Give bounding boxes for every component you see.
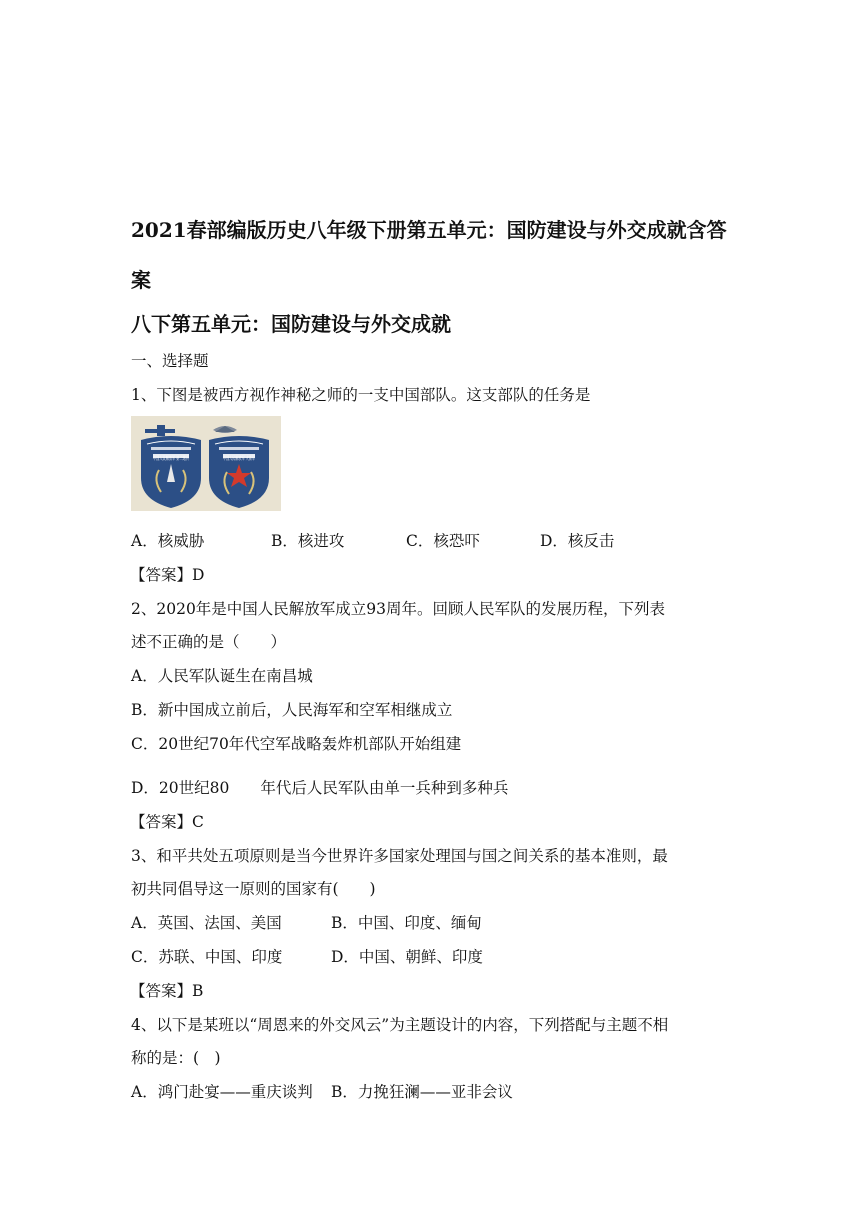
q1-option-c: C．核恐吓: [406, 532, 480, 550]
q2-option-b: B．新中国成立前后，人民海军和空军相继成立: [131, 701, 453, 719]
q4-option-a: A．鸿门赴宴——重庆谈判: [131, 1083, 313, 1101]
q4-options-row-1: [131, 1080, 513, 1102]
section-heading: 一、选择题: [131, 352, 209, 370]
q1-stem: 1、下图是被西方视作神秘之师的一支中国部队。这支部队的任务是: [131, 386, 591, 404]
q1-options: [131, 529, 614, 551]
q4-stem-line-1: 4、以下是某班以“周恩来的外交风云”为主题设计的内容，下列搭配与主题不相: [131, 1016, 669, 1034]
q2-option-d: D．20世纪80 年代后人民军队由单一兵种到多种兵: [131, 779, 509, 797]
q3-option-d: D．中国、朝鲜、印度: [331, 948, 483, 966]
q3-option-c: C．苏联、中国、印度: [131, 948, 283, 966]
q4-stem-line-2: 称的是：( ): [131, 1049, 221, 1067]
document-title-line-2: 案: [131, 268, 151, 292]
q2-stem-line-2: 述不正确的是（ ）: [131, 633, 287, 651]
q3-options-row-1: [131, 911, 482, 933]
q1-option-b: B．核进攻: [271, 532, 345, 550]
q3-stem-line-1: 3、和平共处五项原则是当今世界许多国家处理国与国之间关系的基本准则，最: [131, 847, 668, 865]
q2-option-c: C．20世纪70年代空军战略轰炸机部队开始组建: [131, 735, 462, 753]
q2-answer: 【答案】C: [130, 813, 204, 831]
q1-answer: 【答案】D: [130, 566, 205, 584]
badge-right-shield: [209, 436, 275, 508]
q4-option-b: B．力挽狂澜——亚非会议: [331, 1083, 513, 1101]
q2-option-a: A．人民军队诞生在南昌城: [131, 667, 313, 685]
q1-option-d: D．核反击: [540, 532, 615, 550]
q3-option-a: A．英国、法国、美国: [131, 914, 282, 932]
army-badge-image: [131, 416, 281, 511]
document-title-line-1: 2021春部编版历史八年级下册第五单元：国防建设与外交成就含答: [131, 218, 727, 242]
badge-left-label: 中国人民解放军 第二炮兵: [153, 456, 210, 462]
q3-answer: 【答案】B: [130, 982, 204, 1000]
q2-stem-line-1: 2、2020年是中国人民解放军成立93周年。回顾人民军队的发展历程，下列表: [131, 600, 666, 618]
q3-stem-line-2: 初共同倡导这一原则的国家有( ): [131, 880, 376, 898]
unit-subtitle: 八下第五单元：国防建设与外交成就: [131, 312, 451, 336]
q3-options-row-2: [131, 945, 483, 967]
badge-right-label: 中国人民解放军 火箭军: [223, 456, 275, 462]
badge-left-shield: [141, 436, 210, 508]
q3-option-b: B．中国、印度、缅甸: [331, 914, 482, 932]
q1-option-a: A．核威胁: [131, 532, 205, 550]
